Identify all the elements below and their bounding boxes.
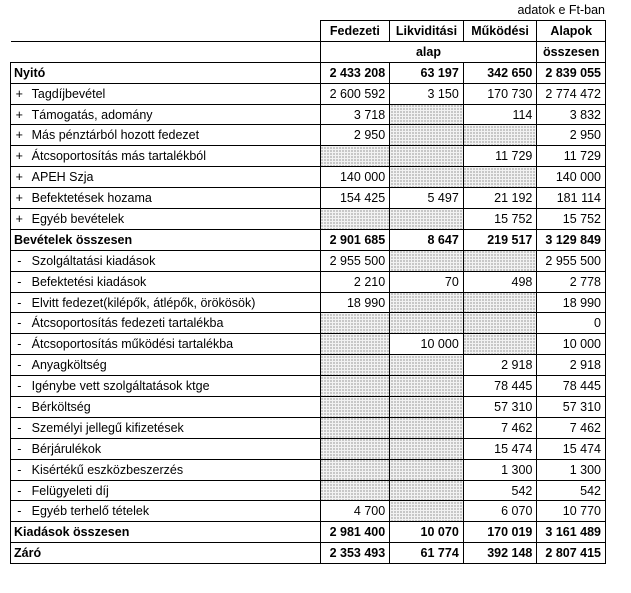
cell-likviditasi bbox=[390, 146, 464, 167]
row-label: Szolgáltatási kiadások bbox=[28, 250, 320, 271]
cell-osszesen: 2 778 bbox=[537, 271, 606, 292]
cell-osszesen: 140 000 bbox=[537, 167, 606, 188]
cell-fedezeti bbox=[320, 334, 390, 355]
row-sign: + bbox=[11, 167, 28, 188]
row-sign: - bbox=[11, 397, 28, 418]
row-label: Kisértékű eszközbeszerzés bbox=[28, 459, 320, 480]
cell-fedezeti bbox=[320, 438, 390, 459]
cell-osszesen: 10 770 bbox=[537, 501, 606, 522]
cell-fedezeti bbox=[320, 313, 390, 334]
cell-likviditasi bbox=[390, 104, 464, 125]
row-label: Nyitó bbox=[11, 62, 321, 83]
row-label: Személyi jellegű kifizetések bbox=[28, 417, 320, 438]
cell-likviditasi: 61 774 bbox=[390, 543, 464, 564]
cell-fedezeti bbox=[320, 355, 390, 376]
cell-mukodesi bbox=[463, 125, 537, 146]
row-label: Egyéb terhelő tételek bbox=[28, 501, 320, 522]
row-sign: + bbox=[11, 125, 28, 146]
cell-likviditasi bbox=[390, 459, 464, 480]
table-row bbox=[11, 83, 606, 104]
cell-likviditasi bbox=[390, 313, 464, 334]
row-sign: - bbox=[11, 355, 28, 376]
cell-mukodesi: 170 019 bbox=[463, 522, 537, 543]
cell-mukodesi: 342 650 bbox=[463, 62, 537, 83]
table-row bbox=[11, 355, 606, 376]
cell-osszesen: 10 000 bbox=[537, 334, 606, 355]
cell-osszesen: 542 bbox=[537, 480, 606, 501]
cell-likviditasi bbox=[390, 376, 464, 397]
total-row bbox=[11, 62, 606, 83]
cell-mukodesi: 6 070 bbox=[463, 501, 537, 522]
header-alap: alap bbox=[320, 41, 537, 62]
cell-fedezeti bbox=[320, 397, 390, 418]
cell-fedezeti bbox=[320, 417, 390, 438]
cell-osszesen: 7 462 bbox=[537, 417, 606, 438]
cell-likviditasi bbox=[390, 292, 464, 313]
row-label: Támogatás, adomány bbox=[28, 104, 320, 125]
cell-fedezeti: 2 210 bbox=[320, 271, 390, 292]
row-label: Bevételek összesen bbox=[11, 229, 321, 250]
cell-likviditasi bbox=[390, 250, 464, 271]
row-label: Igénybe vett szolgáltatások ktge bbox=[28, 376, 320, 397]
cell-osszesen: 15 474 bbox=[537, 438, 606, 459]
cell-osszesen: 15 752 bbox=[537, 209, 606, 230]
cell-fedezeti bbox=[320, 480, 390, 501]
table-row bbox=[11, 417, 606, 438]
cell-mukodesi: 219 517 bbox=[463, 229, 537, 250]
cell-likviditasi bbox=[390, 397, 464, 418]
cell-mukodesi bbox=[463, 292, 537, 313]
table-row bbox=[11, 376, 606, 397]
table-row bbox=[11, 250, 606, 271]
cell-osszesen: 1 300 bbox=[537, 459, 606, 480]
cell-mukodesi bbox=[463, 313, 537, 334]
table-row bbox=[11, 209, 606, 230]
cell-fedezeti bbox=[320, 459, 390, 480]
table-row bbox=[11, 104, 606, 125]
row-label: Átcsoportosítás működési tartalékba bbox=[28, 334, 320, 355]
cell-osszesen: 18 990 bbox=[537, 292, 606, 313]
cell-mukodesi: 498 bbox=[463, 271, 537, 292]
row-label: Átcsoportosítás más tartalékból bbox=[28, 146, 320, 167]
cell-fedezeti: 18 990 bbox=[320, 292, 390, 313]
row-sign: + bbox=[11, 104, 28, 125]
row-sign: + bbox=[11, 83, 28, 104]
cell-mukodesi: 114 bbox=[463, 104, 537, 125]
cell-mukodesi: 170 730 bbox=[463, 83, 537, 104]
table-row bbox=[11, 480, 606, 501]
total-row bbox=[11, 229, 606, 250]
cell-fedezeti: 3 718 bbox=[320, 104, 390, 125]
cell-osszesen: 2 918 bbox=[537, 355, 606, 376]
header-row-1 bbox=[11, 21, 606, 42]
row-label: Befektetési kiadások bbox=[28, 271, 320, 292]
row-sign: - bbox=[11, 501, 28, 522]
header-likviditasi: Likviditási bbox=[390, 21, 464, 42]
cell-osszesen: 0 bbox=[537, 313, 606, 334]
cell-mukodesi: 15 474 bbox=[463, 438, 537, 459]
row-label: Bérköltség bbox=[28, 397, 320, 418]
cell-fedezeti: 2 433 208 bbox=[320, 62, 390, 83]
row-sign: + bbox=[11, 188, 28, 209]
row-label: Anyagköltség bbox=[28, 355, 320, 376]
table-row bbox=[11, 501, 606, 522]
header-alapok: Alapok bbox=[537, 21, 606, 42]
cell-fedezeti bbox=[320, 146, 390, 167]
cell-osszesen: 57 310 bbox=[537, 397, 606, 418]
cell-fedezeti: 2 955 500 bbox=[320, 250, 390, 271]
cell-mukodesi: 11 729 bbox=[463, 146, 537, 167]
cell-mukodesi bbox=[463, 167, 537, 188]
row-label: Tagdíjbevétel bbox=[28, 83, 320, 104]
cell-likviditasi bbox=[390, 438, 464, 459]
cell-fedezeti: 2 901 685 bbox=[320, 229, 390, 250]
cell-mukodesi: 1 300 bbox=[463, 459, 537, 480]
row-label: APEH Szja bbox=[28, 167, 320, 188]
row-label: Bérjárulékok bbox=[28, 438, 320, 459]
cell-fedezeti: 2 950 bbox=[320, 125, 390, 146]
table-row bbox=[11, 125, 606, 146]
header-blank bbox=[11, 21, 321, 42]
row-label: Záró bbox=[11, 543, 321, 564]
cell-osszesen: 3 161 489 bbox=[537, 522, 606, 543]
total-row bbox=[11, 543, 606, 564]
table-row bbox=[11, 146, 606, 167]
cell-mukodesi: 21 192 bbox=[463, 188, 537, 209]
unit-note: adatok e Ft-ban bbox=[517, 3, 605, 17]
cell-mukodesi: 392 148 bbox=[463, 543, 537, 564]
cell-osszesen: 2 839 055 bbox=[537, 62, 606, 83]
fund-table bbox=[10, 20, 606, 564]
cell-mukodesi bbox=[463, 334, 537, 355]
cell-likviditasi bbox=[390, 501, 464, 522]
cell-mukodesi: 542 bbox=[463, 480, 537, 501]
cell-osszesen: 3 832 bbox=[537, 104, 606, 125]
cell-fedezeti: 4 700 bbox=[320, 501, 390, 522]
cell-likviditasi: 63 197 bbox=[390, 62, 464, 83]
cell-osszesen: 2 774 472 bbox=[537, 83, 606, 104]
cell-osszesen: 78 445 bbox=[537, 376, 606, 397]
header-osszesen: összesen bbox=[537, 41, 606, 62]
cell-osszesen: 2 807 415 bbox=[537, 543, 606, 564]
row-sign: + bbox=[11, 146, 28, 167]
table-row bbox=[11, 188, 606, 209]
cell-likviditasi: 10 000 bbox=[390, 334, 464, 355]
cell-osszesen: 11 729 bbox=[537, 146, 606, 167]
row-label: Felügyeleti díj bbox=[28, 480, 320, 501]
total-row bbox=[11, 522, 606, 543]
cell-likviditasi: 8 647 bbox=[390, 229, 464, 250]
table-row bbox=[11, 334, 606, 355]
cell-mukodesi: 2 918 bbox=[463, 355, 537, 376]
cell-likviditasi: 3 150 bbox=[390, 83, 464, 104]
row-label: Átcsoportosítás fedezeti tartalékba bbox=[28, 313, 320, 334]
cell-osszesen: 181 114 bbox=[537, 188, 606, 209]
row-label: Kiadások összesen bbox=[11, 522, 321, 543]
cell-mukodesi: 78 445 bbox=[463, 376, 537, 397]
table-row bbox=[11, 459, 606, 480]
row-sign: - bbox=[11, 334, 28, 355]
cell-osszesen: 2 955 500 bbox=[537, 250, 606, 271]
table-row bbox=[11, 313, 606, 334]
cell-likviditasi bbox=[390, 417, 464, 438]
row-sign: - bbox=[11, 417, 28, 438]
cell-mukodesi bbox=[463, 250, 537, 271]
cell-likviditasi: 5 497 bbox=[390, 188, 464, 209]
cell-likviditasi bbox=[390, 125, 464, 146]
row-sign: - bbox=[11, 271, 28, 292]
cell-fedezeti bbox=[320, 209, 390, 230]
cell-osszesen: 2 950 bbox=[537, 125, 606, 146]
row-sign: - bbox=[11, 438, 28, 459]
header-row-2 bbox=[11, 41, 606, 62]
cell-likviditasi bbox=[390, 480, 464, 501]
cell-mukodesi: 57 310 bbox=[463, 397, 537, 418]
cell-mukodesi: 7 462 bbox=[463, 417, 537, 438]
table-row bbox=[11, 397, 606, 418]
cell-fedezeti: 2 981 400 bbox=[320, 522, 390, 543]
cell-fedezeti: 2 353 493 bbox=[320, 543, 390, 564]
cell-likviditasi bbox=[390, 209, 464, 230]
row-sign: - bbox=[11, 313, 28, 334]
row-sign: + bbox=[11, 209, 28, 230]
row-sign: - bbox=[11, 250, 28, 271]
header-mukodesi: Működési bbox=[463, 21, 537, 42]
cell-fedezeti: 154 425 bbox=[320, 188, 390, 209]
cell-likviditasi bbox=[390, 167, 464, 188]
header-fedezeti: Fedezeti bbox=[320, 21, 390, 42]
cell-likviditasi bbox=[390, 355, 464, 376]
row-label: Más pénztárból hozott fedezet bbox=[28, 125, 320, 146]
row-sign: - bbox=[11, 376, 28, 397]
row-label: Egyéb bevételek bbox=[28, 209, 320, 230]
row-sign: - bbox=[11, 480, 28, 501]
row-label: Elvitt fedezet(kilépők, átlépők, örökösök) bbox=[28, 292, 320, 313]
table-row bbox=[11, 271, 606, 292]
table-row bbox=[11, 292, 606, 313]
cell-likviditasi: 70 bbox=[390, 271, 464, 292]
cell-likviditasi: 10 070 bbox=[390, 522, 464, 543]
table-row bbox=[11, 167, 606, 188]
header-blank-2 bbox=[11, 41, 321, 62]
cell-fedezeti: 2 600 592 bbox=[320, 83, 390, 104]
table-row bbox=[11, 438, 606, 459]
cell-fedezeti: 140 000 bbox=[320, 167, 390, 188]
row-label: Befektetések hozama bbox=[28, 188, 320, 209]
cell-osszesen: 3 129 849 bbox=[537, 229, 606, 250]
row-sign: - bbox=[11, 292, 28, 313]
cell-mukodesi: 15 752 bbox=[463, 209, 537, 230]
cell-fedezeti bbox=[320, 376, 390, 397]
row-sign: - bbox=[11, 459, 28, 480]
